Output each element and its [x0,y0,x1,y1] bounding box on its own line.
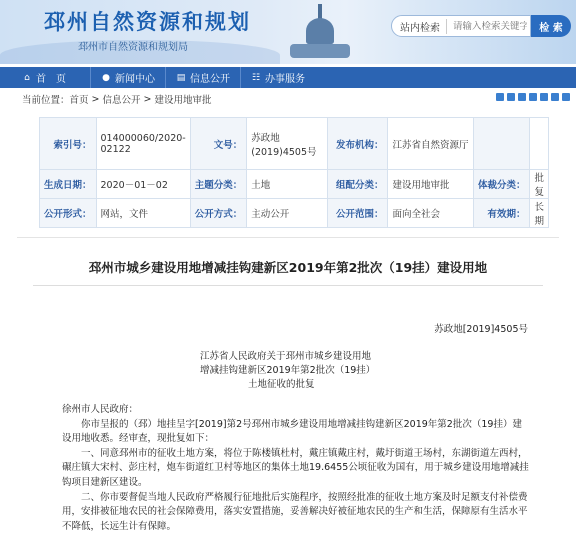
field-label: 组配分类： [327,170,388,199]
main-nav [0,67,576,88]
breadcrumb [22,92,212,106]
field-label: 公开形式： [40,199,97,228]
breadcrumb-current[interactable]: 建设用地审批 [154,95,212,106]
nav-item-news[interactable] [90,67,165,88]
field-value: 面向全社会 [388,199,473,228]
paragraph: 一、同意邳州市的征收土地方案，将位于陈楼镇杜村，戴庄镇戴庄村，戴圩街道王场村，东湖街道左西村，碾庄镇大宋村、彭庄村，炮车街道红卫村等地区的集体土地19.6455公顷征收为国有，用于城乡建设用地增减挂钩项目建新区建设。 [62,447,529,488]
site-subtitle: 邳州市自然资源和规划局 [78,42,188,53]
article-body [62,403,530,534]
nav-item-label: 办事服务 [265,74,305,85]
field-label: 发布机构： [327,118,388,170]
service-icon: ☷ [251,72,261,83]
breadcrumb-separator: > [91,93,100,105]
share-icon[interactable] [518,93,526,101]
table-row [40,118,549,170]
share-icon[interactable] [540,93,548,101]
breadcrumb-separator: > [143,93,152,105]
nav-item-label: 新闻中心 [115,74,155,85]
document-heading [200,350,440,392]
share-icon[interactable] [529,93,537,101]
globe-icon: ● [102,72,110,83]
table-row [40,199,549,228]
share-icon[interactable] [496,93,504,101]
nav-item-label: 信息公开 [190,74,230,85]
field-value: 江苏省自然资源厅 [388,118,473,170]
document-icon: ▤ [176,72,186,83]
share-icon[interactable] [507,93,515,101]
field-label: 体裁分类： [473,170,530,199]
share-icon[interactable] [551,93,559,101]
article-title: 邳州市城乡建设用地增减挂钩建新区2019年第2批次（19挂）建设用地 [88,260,488,275]
header-banner [0,0,576,64]
landmark-illustration [290,4,350,64]
home-icon: ⌂ [24,72,30,83]
search-button[interactable]: 检 索 [531,15,571,37]
field-label: 公开范围： [327,199,388,228]
addressee: 徐州市人民政府： [62,404,139,415]
field-label: 生成日期： [40,170,97,199]
field-label: 索引号： [40,118,97,170]
share-tools [496,93,570,101]
nav-item-info[interactable] [165,67,240,88]
field-value: 批复 [530,170,549,199]
field-value: 长期 [530,199,549,228]
nav-item-home[interactable] [0,67,90,88]
paragraph: 二、你市要督促当地人民政府严格履行征地批后实施程序，按照经批准的征收土地方案及时足额支付补偿费用，安排被征地农民的社会保障费用，落实安置措施，妥善解决好被征地农民的生产和生活，保障原有生活水平不降低，长远生计有保障。 [62,491,528,532]
section-divider [17,237,559,238]
field-value [530,118,549,170]
field-label: 文号： [190,118,247,170]
nav-item-service[interactable] [240,67,315,88]
field-label: 有效期： [473,199,530,228]
field-label [473,118,530,170]
field-value: 苏政地(2019)4505号 [247,118,328,170]
field-label: 公开方式： [190,199,247,228]
share-icon[interactable] [562,93,570,101]
breadcrumb-prefix: 当前位置： [22,95,70,106]
heading-line: 土地征收的批复 [248,379,315,390]
search-input[interactable] [447,21,527,32]
field-value: 2020－01－02 [96,170,190,199]
field-label: 主题分类： [190,170,247,199]
metadata-table [39,117,549,228]
breadcrumb-home[interactable]: 首页 [69,95,89,106]
nav-item-label: 首 页 [36,74,66,85]
field-value: 土地 [247,170,328,199]
heading-line: 江苏省人民政府关于邳州市城乡建设用地 [200,351,372,362]
document-number: 苏政地[2019]4505号 [434,324,528,335]
search-scope-select[interactable]: 站内检索 [392,19,447,34]
field-value: 014000060/2020-02122 [96,118,190,170]
table-row [40,170,549,199]
site-title[interactable]: 邳州自然资源和规划 [44,10,251,34]
field-value: 建设用地审批 [388,170,473,199]
title-rule [33,285,543,286]
heading-line: 增减挂钩建新区2019年第2批次（19挂） [200,365,376,376]
breadcrumb-info[interactable]: 信息公开 [102,95,141,106]
paragraph: 你市呈报的（邳）地挂呈字[2019]第2号邳州市城乡建设用地增减挂钩建新区2019年第2批次（19挂）建设用地收悉。经审查，现批复如下： [62,418,522,445]
field-value: 网站，文件 [96,199,190,228]
search-box [391,15,531,37]
field-value: 主动公开 [247,199,328,228]
